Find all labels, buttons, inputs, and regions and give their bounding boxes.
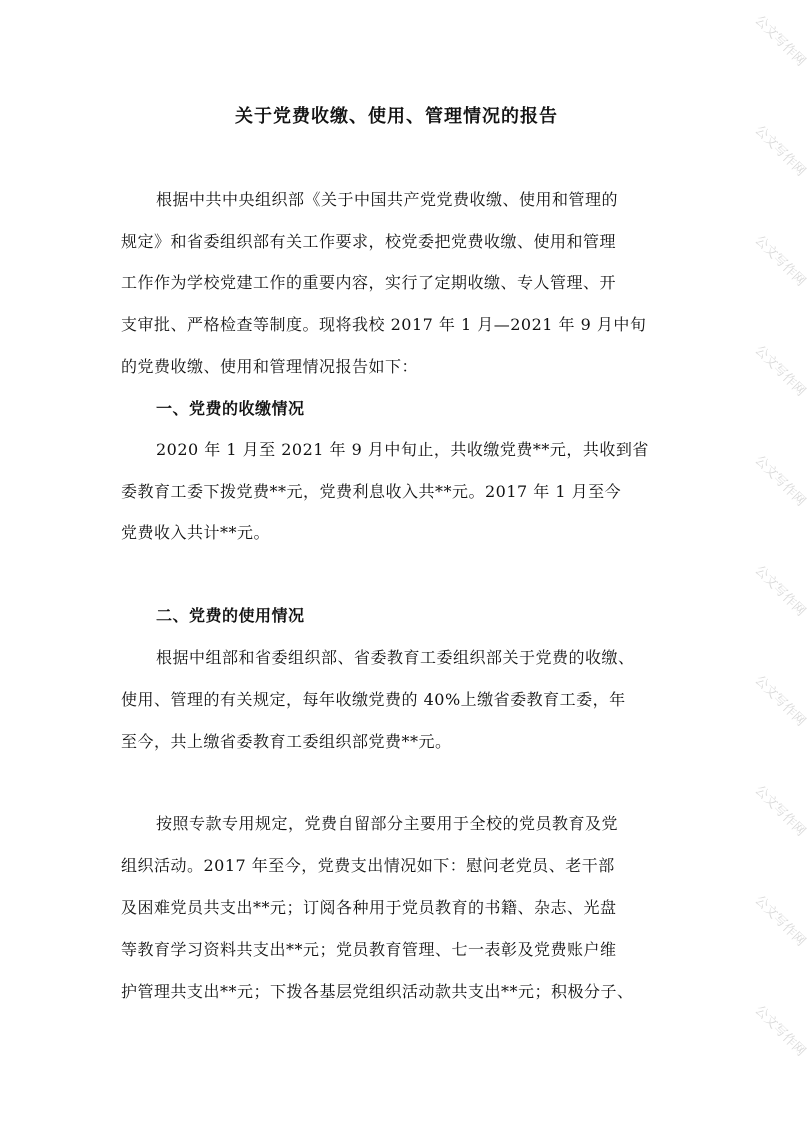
section2-para2-line-3: 及困难党员共支出**元；订阅各种用于党员教育的书籍、杂志、光盘 <box>121 898 617 917</box>
watermark: 公文写作网 <box>751 782 809 840</box>
watermark: 公文写作网 <box>751 672 809 730</box>
section2-para2-line-2: 组织活动。2017 年至今，党费支出情况如下：慰问老党员、老干部 <box>121 856 615 875</box>
section2-para2-line-1: 按照专款专用规定，党费自留部分主要用于全校的党员教育及党 <box>156 814 619 833</box>
intro-line-1: 根据中共中央组织部《关于中国共产党党费收缴、使用和管理的 <box>156 190 619 209</box>
watermark: 公文写作网 <box>751 562 809 620</box>
watermark: 公文写作网 <box>751 12 809 70</box>
watermark: 公文写作网 <box>751 1002 809 1060</box>
intro-line-2: 规定》和省委组织部有关工作要求，校党委把党费收缴、使用和管理 <box>121 232 617 251</box>
watermark: 公文写作网 <box>751 122 809 180</box>
section1-line-1: 2020 年 1 月至 2021 年 9 月中旬止，共收缴党费**元，共收到省 <box>156 440 649 459</box>
section2-para2-line-4: 等教育学习资料共支出**元；党员教育管理、七一表彰及党费账户维 <box>121 940 617 959</box>
watermark: 公文写作网 <box>751 892 809 950</box>
section1-line-3: 党费收入共计**元。 <box>121 523 271 542</box>
section1-line-2: 委教育工委下拨党费**元，党费利息收入共**元。2017 年 1 月至今 <box>121 482 622 501</box>
intro-line-5: 的党费收缴、使用和管理情况报告如下： <box>121 357 419 376</box>
section1-heading: 一、党费的收缴情况 <box>156 399 305 418</box>
watermark: 公文写作网 <box>751 452 809 510</box>
watermark: 公文写作网 <box>751 232 809 290</box>
intro-line-3: 工作作为学校党建工作的重要内容，实行了定期收缴、专人管理、开 <box>121 273 617 292</box>
section2-heading: 二、党费的使用情况 <box>156 606 305 625</box>
section2-para2-line-5: 护管理共支出**元；下拨各基层党组织活动款共支出**元；积极分子、 <box>121 982 634 1001</box>
section2-para1-line-2: 使用、管理的有关规定，每年收缴党费的 40%上缴省委教育工委，年 <box>121 690 626 709</box>
document-title: 关于党费收缴、使用、管理情况的报告 <box>235 106 558 127</box>
watermark-column <box>751 0 809 1122</box>
section2-para1-line-3: 至今，共上缴省委教育工委组织部党费**元。 <box>121 732 452 751</box>
intro-line-4: 支审批、严格检查等制度。现将我校 2017 年 1 月—2021 年 9 月中旬 <box>121 315 647 334</box>
watermark: 公文写作网 <box>751 342 809 400</box>
section2-para1-line-1: 根据中组部和省委组织部、省委教育工委组织部关于党费的收缴、 <box>156 648 635 667</box>
